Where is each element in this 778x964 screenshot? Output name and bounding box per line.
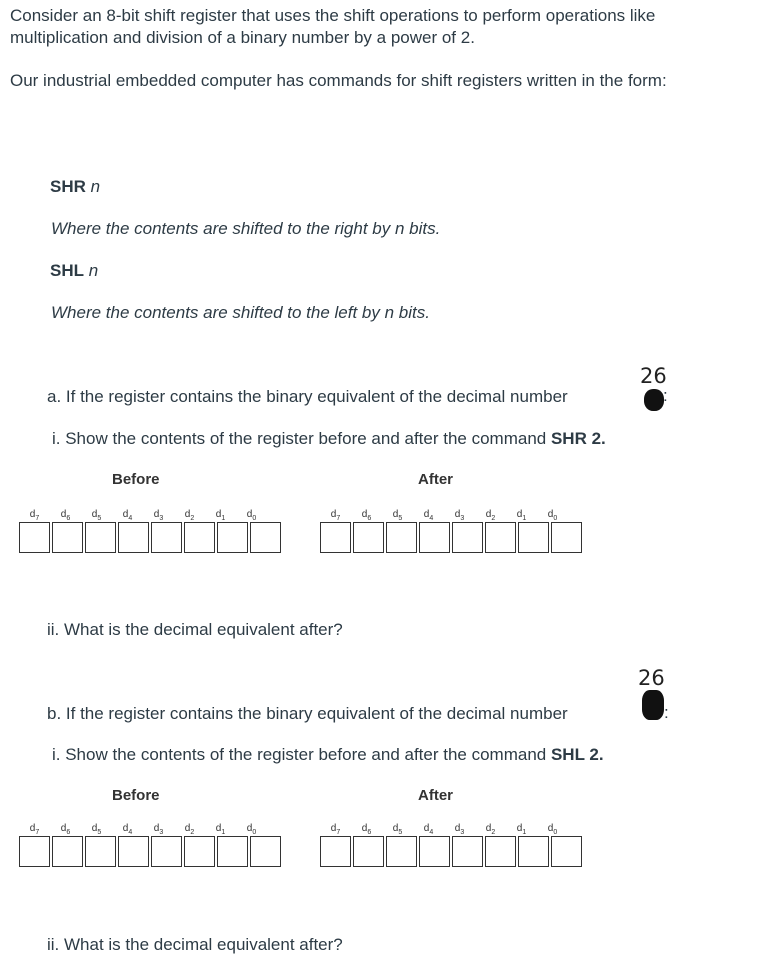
part-b-sub-i-command: SHL 2.: [550, 745, 604, 764]
part-a-sub-ii: ii. What is the decimal equivalent after?: [47, 620, 343, 639]
bit-label-d3: $d_3$: [153, 509, 164, 522]
intro-paragraph-1: Consider an 8-bit shift register that uses the shift operations to perform operations like multiplication and division of a binary number by a power of 2.: [10, 6, 656, 47]
part-a-colon: :: [663, 386, 668, 405]
part-a-sub-i-text: i. Show the contents of the register before and after the command: [52, 429, 547, 448]
register-cell-d4[interactable]: [118, 522, 149, 553]
bit-label-d7: $d_7$: [29, 509, 40, 522]
bit-label-d1: $d_1$: [215, 509, 226, 522]
register-cell-d3[interactable]: [151, 522, 182, 553]
bit-label-d2: $d_2$: [184, 823, 195, 836]
register-cells: [19, 836, 283, 867]
register-cell-d4[interactable]: [118, 836, 149, 867]
register-cell-d2[interactable]: [184, 522, 215, 553]
shl-command: [50, 261, 98, 281]
register-cell-d6[interactable]: [353, 522, 384, 553]
shr-description: Where the contents are shifted to the right by n bits.: [51, 219, 441, 238]
register-cell-d7[interactable]: [320, 522, 351, 553]
part-b-colon: :: [664, 703, 669, 722]
register-cell-d3[interactable]: [452, 836, 483, 867]
bit-label-d4: $d_4$: [423, 509, 434, 522]
bit-label-d3: $d_3$: [454, 509, 465, 522]
register-cell-d2[interactable]: [485, 836, 516, 867]
register-cell-d2[interactable]: [184, 836, 215, 867]
bit-label-d2: $d_2$: [485, 509, 496, 522]
part-b-sub-i: [52, 745, 604, 765]
part-a-sub-i: [52, 429, 606, 449]
bit-label-d5: $d_5$: [392, 509, 403, 522]
register-cell-d0[interactable]: [250, 836, 281, 867]
bit-label-d6: $d_6$: [361, 509, 372, 522]
register-cell-d0[interactable]: [551, 836, 582, 867]
part-b-sub-i-text: i. Show the contents of the register before and after the command: [52, 745, 547, 764]
bit-label-d5: $d_5$: [91, 823, 102, 836]
register-cell-d5[interactable]: [386, 522, 417, 553]
shl-description: Where the contents are shifted to the left by n bits.: [51, 303, 430, 322]
part-a-ink-blot: [644, 389, 664, 411]
bit-label-d7: $d_7$: [29, 823, 40, 836]
bit-label-d2: $d_2$: [485, 823, 496, 836]
register-cell-d5[interactable]: [85, 522, 116, 553]
register-cell-d5[interactable]: [85, 836, 116, 867]
part-a-after-label: After: [418, 471, 454, 488]
part-b-handwritten-number: 26: [638, 666, 665, 690]
bit-label-d2: $d_2$: [184, 509, 195, 522]
bit-label-d1: $d_1$: [516, 823, 527, 836]
bit-label-d1: $d_1$: [516, 509, 527, 522]
bit-label-d7: $d_7$: [330, 823, 341, 836]
shr-command-name: SHR: [50, 177, 86, 196]
part-a-before-label: Before: [112, 471, 160, 488]
register-cell-d6[interactable]: [353, 836, 384, 867]
register-cell-d1[interactable]: [217, 522, 248, 553]
bit-label-d5: $d_5$: [392, 823, 403, 836]
shl-command-arg: n: [88, 261, 99, 280]
part-b-question: b. If the register contains the binary equivalent of the decimal number: [47, 704, 568, 723]
shr-command-arg: n: [90, 177, 101, 196]
register-cell-d6[interactable]: [52, 836, 83, 867]
register-cell-d1[interactable]: [518, 522, 549, 553]
bit-label-d1: $d_1$: [215, 823, 226, 836]
bit-label-d0: $d_0$: [547, 509, 558, 522]
register-cell-d0[interactable]: [551, 522, 582, 553]
register-cell-d7[interactable]: [19, 522, 50, 553]
part-b-sub-ii: ii. What is the decimal equivalent after?: [47, 935, 343, 954]
bit-label-d7: $d_7$: [330, 509, 341, 522]
bit-label-d4: $d_4$: [423, 823, 434, 836]
bit-label-d6: $d_6$: [361, 823, 372, 836]
bit-label-d0: $d_0$: [246, 509, 257, 522]
bit-label-d6: $d_6$: [60, 823, 71, 836]
register-cells: [19, 522, 283, 553]
part-b-before-label: Before: [112, 787, 160, 804]
intro-paragraph-2: Our industrial embedded computer has commands for shift registers written in the form:: [10, 71, 667, 90]
register-cell-d6[interactable]: [52, 522, 83, 553]
register-cells: [320, 522, 584, 553]
part-a-question: a. If the register contains the binary equivalent of the decimal number: [47, 387, 568, 406]
part-a-sub-i-command: SHR 2.: [550, 429, 606, 448]
register-cell-d5[interactable]: [386, 836, 417, 867]
register-cell-d1[interactable]: [217, 836, 248, 867]
register-cell-d3[interactable]: [151, 836, 182, 867]
register-cell-d4[interactable]: [419, 836, 450, 867]
bit-label-d3: $d_3$: [153, 823, 164, 836]
shr-command: [50, 177, 100, 197]
bit-label-d0: $d_0$: [246, 823, 257, 836]
register-cell-d2[interactable]: [485, 522, 516, 553]
bit-label-d3: $d_3$: [454, 823, 465, 836]
register-cells: [320, 836, 584, 867]
register-cell-d4[interactable]: [419, 522, 450, 553]
part-b-after-label: After: [418, 787, 454, 804]
part-b-ink-blot: [642, 690, 664, 720]
register-cell-d3[interactable]: [452, 522, 483, 553]
bit-label-d4: $d_4$: [122, 509, 133, 522]
shl-command-name: SHL: [50, 261, 84, 280]
register-cell-d7[interactable]: [320, 836, 351, 867]
bit-label-d6: $d_6$: [60, 509, 71, 522]
bit-label-d0: $d_0$: [547, 823, 558, 836]
bit-label-d5: $d_5$: [91, 509, 102, 522]
bit-label-d4: $d_4$: [122, 823, 133, 836]
register-cell-d7[interactable]: [19, 836, 50, 867]
part-a-handwritten-number: 26: [640, 364, 667, 388]
register-cell-d1[interactable]: [518, 836, 549, 867]
register-cell-d0[interactable]: [250, 522, 281, 553]
